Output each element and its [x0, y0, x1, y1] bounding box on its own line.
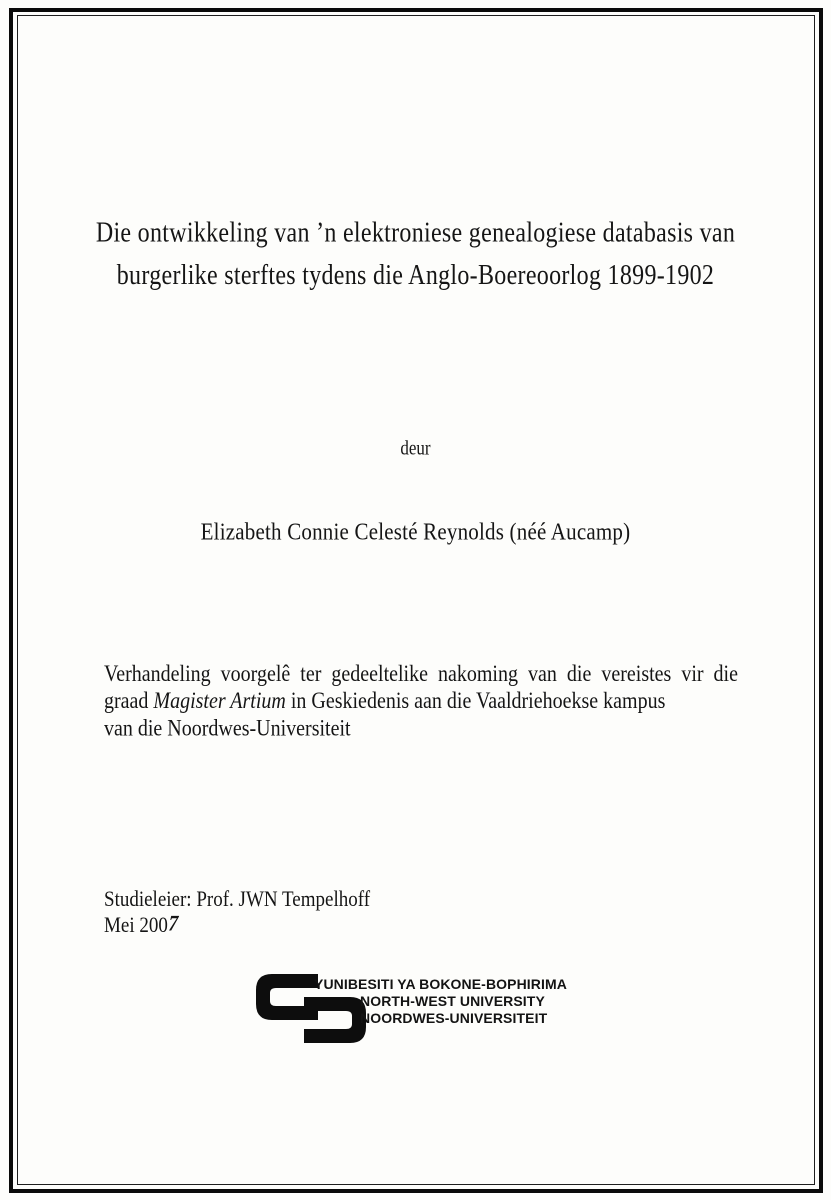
degree-statement-line2-prefix: graad	[104, 688, 154, 715]
university-logo-text	[314, 976, 567, 1027]
university-name-english: NORTH-WEST UNIVERSITY	[360, 993, 545, 1009]
degree-statement-line3: van die Noordwes-Universiteit	[104, 715, 351, 742]
degree-statement-line1: Verhandeling voorgelê ter gedeeltelike nakoming van die vereistes vir die	[104, 661, 738, 687]
degree-statement-line2-suffix: in Geskiedenis aan die Vaaldriehoekse kampus	[285, 688, 666, 715]
thesis-title	[40, 212, 791, 297]
date-prefix: Mei 200	[104, 912, 168, 938]
thesis-title-line1: Die ontwikkeling van ’n elektroniese genealogiese databasis van	[95, 217, 736, 249]
degree-statement	[104, 661, 738, 742]
degree-statement-line2	[104, 688, 738, 715]
university-logo	[256, 974, 567, 1044]
date-last-digit: 7	[165, 911, 181, 937]
supervisor-block	[104, 887, 370, 939]
supervisor-line: Studieleier: Prof. JWN Tempelhoff	[104, 887, 371, 912]
university-name-afrikaans: NOORDWES-UNIVERSITEIT	[360, 1010, 548, 1026]
author-name: Elizabeth Connie Celesté Reynolds (néé Aucamp)	[200, 517, 631, 546]
date-line	[104, 913, 370, 939]
byline: deur	[400, 437, 431, 460]
degree-name: Magister Artium	[153, 688, 286, 715]
university-name-setswana: YUNIBESITI YA BOKONE-BOPHIRIMA	[314, 976, 567, 992]
thesis-title-line2: burgerlike sterftes tydens die Anglo-Boereoorlog 1899-1902	[116, 260, 715, 292]
